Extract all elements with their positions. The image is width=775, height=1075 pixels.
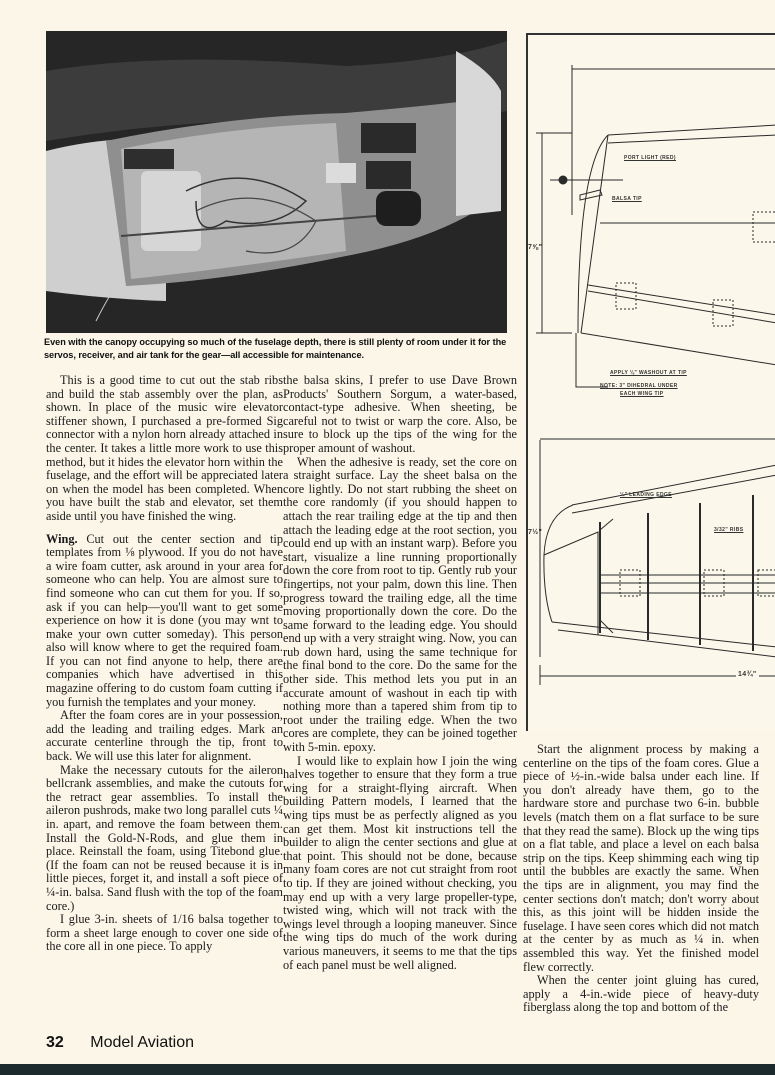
label-dihedral-note-2: EACH WING TIP bbox=[620, 391, 664, 397]
label-balsa-tip: BALSA TIP bbox=[612, 196, 642, 202]
article-column-2 bbox=[283, 374, 517, 972]
paragraph: When the adhesive is ready, set the core on a straight surface. Lay the sheet balsa on the core lightly. Do not start rubbing the sheet on the core randomly (if you should happen to attach the rear trailing edge at the tip and then attach the leading edge at the root section, you could end up with an instant warp). Before you start, visualize a line running proportionally down the core from root to tip. Gently rub your fingertips, not your palm, down this line. Then progress toward the trailing edge, all the time moving proportionally down the core. Do the same forward to the leading edge. You should end up with a very straight wing. Now, you can rub down hard, using the same technique for the final bond to the core. Do the same for the other side. This method lets you put in an accurate amount of washout in each tip with nothing more than a tapered shim from tip to root under the trailing edge. When the two cores are complete, they can be joined together with 5-min. epoxy. bbox=[283, 454, 517, 755]
label-dihedral-note-1: NOTE: 3" DIHEDRAL UNDER bbox=[600, 383, 678, 389]
paragraph: the balsa skins, I prefer to use Dave Brown Products' Southern Sorgum, a water-based, contact-type adhesive. When sheeting, be careful not to twist or warp the core. Also, be sure to block up the tips of the wing for the proper amount of washout. bbox=[283, 373, 517, 455]
label-tip-dimension: 7⅝" bbox=[528, 244, 543, 251]
section-heading-wing: Wing. bbox=[46, 531, 78, 546]
paragraph: This is a good time to cut out the stab ribs and build the stab assembly over the plan, as shown. In place of the music wire elevator stiffener shown, I purchased a pre-formed Sig connector with a nylon horn already attached in the center. It takes a little more work to use this method, but it hides the elevator horn within the fuselage, and the effort will be appreciated later on when the model has been completed. When you have built the stab and elevator, set them aside until you have finished the wing. bbox=[46, 373, 283, 523]
label-ribs: 3/32" RIBS bbox=[714, 527, 744, 533]
fuselage-photo bbox=[46, 31, 507, 333]
paragraph: I would like to explain how I join the wing halves together to ensure that they form a true wing for a straight-flying aircraft. When building Pattern models, I learned that the wing tips must be as perfectly aligned as you can get them. Most kit instructions tell the builder to align the center sections and glue at that point. This should not be done, because many foam cores are not cut straight from root to tip. If they are joined without checking, you may end up with a very large propeller-type, twisted wing, which will not track with the wings level through a looping maneuver. Since the wing tips do much of the work during various maneuvers, it seems to me that the tips of each panel must be well aligned. bbox=[283, 753, 517, 972]
label-root-dimension: 7½" bbox=[528, 529, 543, 536]
paragraph: After the foam cores are in your possession, add the leading and trailing edges. Mark an accurate centerline through the tip, front to back. We will use this later for alignment. bbox=[46, 708, 283, 764]
page-number: 32 bbox=[46, 1034, 64, 1051]
fuselage-photo-image bbox=[46, 31, 507, 333]
wing-section-paragraph: Wing. Cut out the center section and tip templates from ⅛ plywood. If you do not have a wire foam cutter, ask around in your area for someone who can help. You are almost sure to find someone who can cut them for you. If so, ask if you can help—you'll want to get some experience on how it is done (you may wnt to make your own cutter someday). This person also will know where to get the required foam. If you can not find anyone to help, there are companies which have advertised in this magazine offering to do custom foam cutting if you furnish the templates and your money. bbox=[46, 531, 283, 709]
article-column-1 bbox=[46, 374, 283, 954]
magazine-title: Model Aviation bbox=[90, 1034, 195, 1051]
label-port-light: PORT LIGHT (RED) bbox=[624, 155, 676, 161]
label-leading-edge: ¼" LEADING EDGE bbox=[620, 492, 672, 498]
paragraph: Start the alignment process by making a centerline on the tips of the foam cores. Glue a piece of ½-in.-wide balsa under each line. If you don't already have them, go to the hardware store and purchase two 6-in. bubble levels (match them on a flat surface to be sure that they read the same). Block up the wing tips on a flat table, and place a level on each balsa strip on the tips. Keep shimming each wing tip until the bubbles are exactly the same. When the tips are in alignment, you may find the center sections don't match; don't worry about this, as this joint will be hidden inside the fuselage. I have seen cores which did not match at the center by as much as ¼ in. when assembled this way. Yet the finished model flew correctly. bbox=[523, 742, 759, 974]
wing-plan-drawing bbox=[526, 33, 775, 731]
paragraph: I glue 3-in. sheets of 1/16 balsa together to form a sheet large enough to cover one side of the core all in one piece. To apply bbox=[46, 912, 283, 954]
paragraph: When the center joint gluing has cured, apply a 4-in.-wide piece of heavy-duty fiberglass along the top and bottom of the bbox=[523, 973, 759, 1015]
paragraph: Make the necessary cutouts for the aileron bellcrank assemblies, and make the cutouts for the retract gear assemblies. To install the aileron pushrods, make two long parallel cuts ¼ in. apart, and remove the foam between them. Install the Gold-N-Rods, and glue them in place. Reinstall the foam, using Titebond glue. (If the foam can not be reused because it is in little pieces, forget it, and install a soft piece of ¼-in. balsa. Sand flush with the top of the foam core.) bbox=[46, 762, 283, 913]
page-footer bbox=[46, 1034, 194, 1052]
photo-caption: Even with the canopy occupying so much of the fuselage depth, there is still plenty of room under it for the servos, receiver, and air tank for the gear—all accessible for maintenance. bbox=[44, 337, 507, 360]
label-washout: APPLY ⅛" WASHOUT AT TIP bbox=[610, 370, 687, 376]
scan-edge bbox=[0, 1064, 775, 1075]
article-column-3 bbox=[523, 743, 759, 1015]
label-span-dimension: 14¾" bbox=[738, 671, 757, 678]
